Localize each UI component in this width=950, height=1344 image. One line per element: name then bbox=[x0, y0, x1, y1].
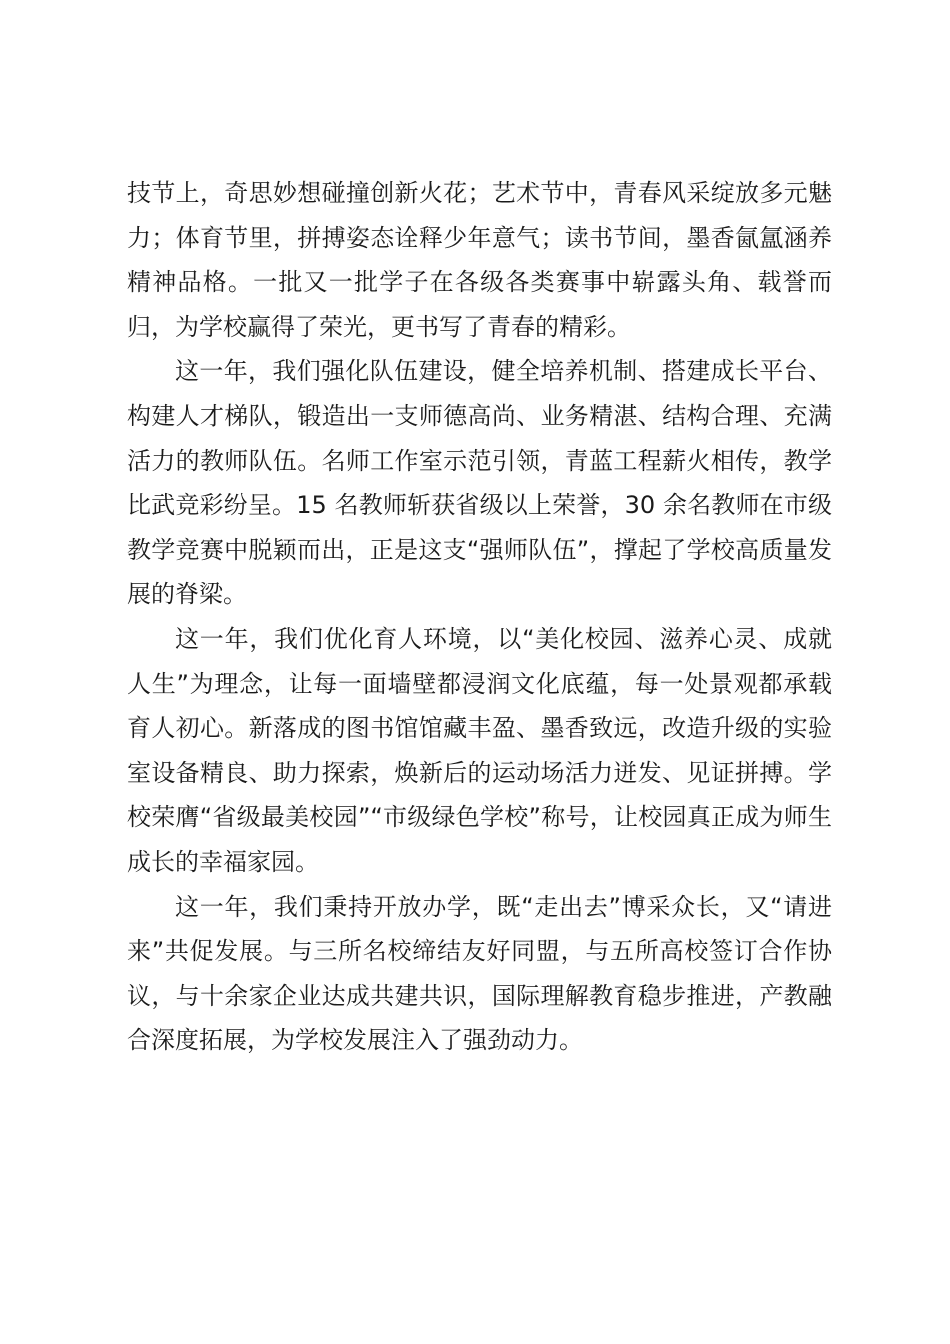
document-body bbox=[127, 171, 832, 1063]
paragraph-teacher-team: 这一年，我们强化队伍建设，健全培养机制、搭建成长平台、构建人才梯队，锻造出一支师德高尚、业务精湛、结构合理、充满活力的教师队伍。名师工作室示范引领，青蓝工程薪火相传，教学比武竞彩纷呈。15 名教师斩获省级以上荣誉，30 余名教师在市级教学竞赛中脱颖而出，正是这支“强师队伍”，撑起了学校高质量发展的脊梁。 bbox=[127, 357, 832, 609]
paragraph-open-education: 这一年，我们秉持开放办学，既“走出去”博采众长，又“请进来”共促发展。与三所名校缔结友好同盟，与五所高校签订合作协议，与十余家企业达成共建共识，国际理解教育稳步推进，产教融合深度拓展，为学校发展注入了强劲动力。 bbox=[127, 892, 832, 1055]
paragraph-campus-environment: 这一年，我们优化育人环境，以“美化校园、滋养心灵、成就人生”为理念，让每一面墙壁都浸润文化底蕴，每一处景观都承载育人初心。新落成的图书馆馆藏丰盈、墨香致远，改造升级的实验室设备精良、助力探索，焕新后的运动场活力迸发、见证拼搏。学校荣膺“省级最美校园”“市级绿色学校”称号，让校园真正成为师生成长的幸福家园。 bbox=[127, 624, 832, 876]
paragraph-festivals: 技节上，奇思妙想碰撞创新火花；艺术节中，青春风采绽放多元魅力；体育节里，拼搏姿态诠释少年意气；读书节间，墨香氤氲涵养精神品格。一批又一批学子在各级各类赛事中崭露头角、载誉而归，为学校赢得了荣光，更书写了青春的精彩。 bbox=[127, 179, 832, 341]
